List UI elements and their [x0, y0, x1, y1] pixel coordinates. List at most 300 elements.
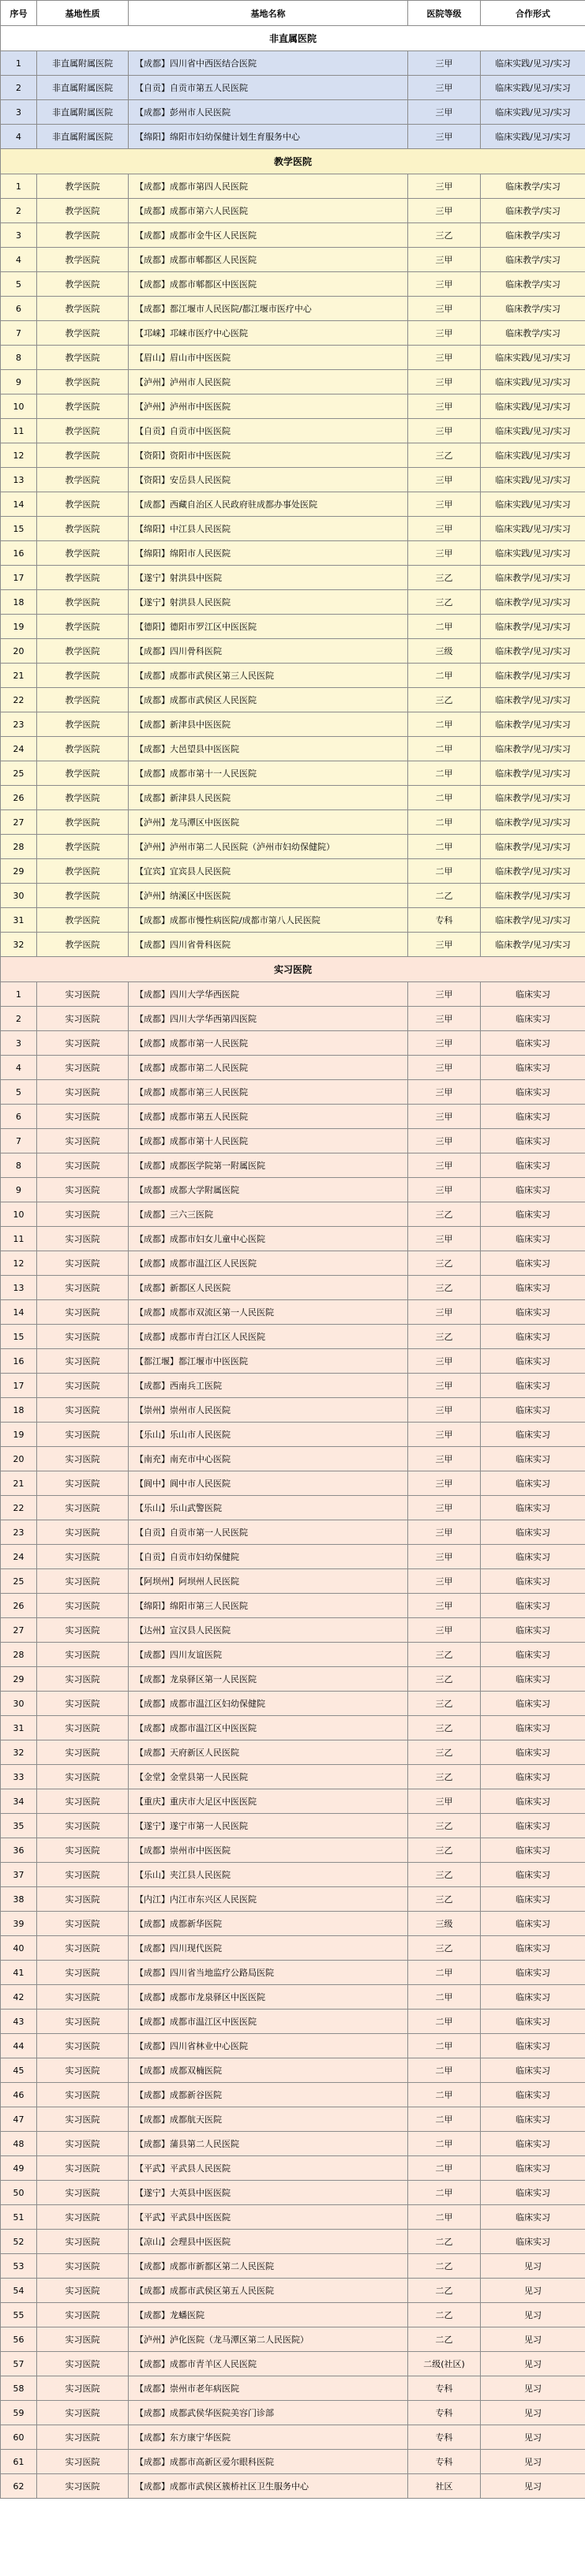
cell-cooperation: 临床教学/见习/实习: [481, 639, 585, 664]
cell-cooperation: 临床实习: [481, 1398, 585, 1423]
cell-hospital-level: 二甲: [408, 859, 481, 884]
cell-index: 56: [1, 2327, 37, 2352]
cell-hospital-level: 二甲: [408, 737, 481, 761]
cell-base-type: 实习医院: [37, 1202, 129, 1227]
cell-base-name: 【成都】四川大学华西第四医院: [129, 1007, 408, 1031]
cell-cooperation: 临床实习: [481, 1349, 585, 1374]
cell-cooperation: 临床实践/见习/实习: [481, 517, 585, 541]
cell-base-name: 【成都】崇州市老年病医院: [129, 2376, 408, 2401]
cell-base-type: 实习医院: [37, 1692, 129, 1716]
cell-cooperation: 临床实习: [481, 2205, 585, 2230]
cell-base-name: 【成都】成都市青羊区人民医院: [129, 2352, 408, 2376]
cell-cooperation: 临床实习: [481, 1007, 585, 1031]
cell-hospital-level: 三甲: [408, 517, 481, 541]
cell-base-name: 【成都】成都市温江区人民医院: [129, 1251, 408, 1276]
cell-index: 15: [1, 1325, 37, 1349]
table-row: [1, 492, 585, 517]
cell-index: 21: [1, 664, 37, 688]
cell-index: 34: [1, 1789, 37, 1814]
cell-hospital-level: 三甲: [408, 1618, 481, 1643]
header-base-name: 基地名称: [129, 1, 408, 26]
cell-hospital-level: 三乙: [408, 1863, 481, 1887]
cell-index: 35: [1, 1814, 37, 1838]
cell-cooperation: 临床实习: [481, 1692, 585, 1716]
cell-hospital-level: 三乙: [408, 1643, 481, 1667]
cell-cooperation: 临床实习: [481, 1056, 585, 1080]
cell-base-type: 实习医院: [37, 1276, 129, 1300]
cell-base-name: 【成都】成都市第二人民医院: [129, 1056, 408, 1080]
cell-hospital-level: 二甲: [408, 712, 481, 737]
table-row: [1, 2327, 585, 2352]
cell-cooperation: 见习: [481, 2450, 585, 2474]
table-row: [1, 2254, 585, 2279]
cell-index: 23: [1, 1520, 37, 1545]
table-row: [1, 1961, 585, 1985]
table-row: [1, 590, 585, 615]
cell-cooperation: 临床实习: [481, 1765, 585, 1789]
cell-cooperation: 见习: [481, 2401, 585, 2425]
table-row: [1, 443, 585, 468]
cell-base-name: 【成都】成都市武侯区第五人民医院: [129, 2279, 408, 2303]
cell-cooperation: 临床实习: [481, 982, 585, 1007]
table-row: [1, 1227, 585, 1251]
cell-hospital-level: 二乙: [408, 2279, 481, 2303]
cell-base-name: 【成都】成都市武侯区人民医院: [129, 688, 408, 712]
cell-base-type: 教学医院: [37, 541, 129, 566]
table-row: [1, 1129, 585, 1153]
cell-base-name: 【成都】成都市第六人民医院: [129, 199, 408, 223]
cell-base-name: 【内江】内江市东兴区人民医院: [129, 1887, 408, 1912]
cell-index: 33: [1, 1765, 37, 1789]
cell-index: 4: [1, 248, 37, 272]
cell-base-name: 【成都】成都市第一人民医院: [129, 1031, 408, 1056]
cell-cooperation: 临床实习: [481, 1374, 585, 1398]
cell-cooperation: 临床实习: [481, 1423, 585, 1447]
cell-cooperation: 见习: [481, 2352, 585, 2376]
cell-index: 18: [1, 1398, 37, 1423]
cell-index: 60: [1, 2425, 37, 2450]
table-row: [1, 1643, 585, 1667]
cell-hospital-level: 三甲: [408, 51, 481, 76]
cell-index: 39: [1, 1912, 37, 1936]
table-row: [1, 810, 585, 835]
cell-index: 27: [1, 810, 37, 835]
cell-cooperation: 临床实习: [481, 1789, 585, 1814]
cell-hospital-level: 三乙: [408, 1692, 481, 1716]
cell-index: 62: [1, 2474, 37, 2499]
cell-base-type: 教学医院: [37, 590, 129, 615]
table-row: [1, 2303, 585, 2327]
cell-base-type: 实习医院: [37, 1325, 129, 1349]
cell-index: 28: [1, 1643, 37, 1667]
cell-index: 25: [1, 1569, 37, 1594]
cell-cooperation: 临床实习: [481, 2034, 585, 2058]
cell-cooperation: 临床实习: [481, 2083, 585, 2107]
cell-base-name: 【成都】四川省当地监疗公路局医院: [129, 1961, 408, 1985]
cell-index: 37: [1, 1863, 37, 1887]
table-row: [1, 1520, 585, 1545]
cell-base-name: 【遂宁】大英县中医医院: [129, 2181, 408, 2205]
cell-cooperation: 临床实践/见习/实习: [481, 419, 585, 443]
table-row: [1, 51, 585, 76]
cell-base-type: 实习医院: [37, 1545, 129, 1569]
table-row: [1, 615, 585, 639]
cell-index: 31: [1, 908, 37, 933]
cell-hospital-level: 三甲: [408, 1349, 481, 1374]
cell-base-name: 【成都】四川省中西医结合医院: [129, 51, 408, 76]
cell-cooperation: 见习: [481, 2303, 585, 2327]
table-row: [1, 1740, 585, 1765]
cell-cooperation: 临床教学/实习: [481, 321, 585, 346]
cell-base-type: 教学医院: [37, 884, 129, 908]
cell-base-name: 【宜宾】宜宾县人民医院: [129, 859, 408, 884]
table-row: [1, 1912, 585, 1936]
cell-index: 61: [1, 2450, 37, 2474]
cell-cooperation: 临床教学/实习: [481, 174, 585, 199]
section-title-row: [1, 26, 585, 51]
cell-cooperation: 临床实习: [481, 1153, 585, 1178]
cell-base-name: 【乐山】乐山武警医院: [129, 1496, 408, 1520]
table-row: [1, 2058, 585, 2083]
cell-cooperation: 临床实习: [481, 1716, 585, 1740]
cell-base-type: 实习医院: [37, 1227, 129, 1251]
cell-base-type: 非直属附属医院: [37, 100, 129, 125]
cell-hospital-level: 二甲: [408, 2107, 481, 2132]
table-row: [1, 1545, 585, 1569]
cell-hospital-level: 三甲: [408, 346, 481, 370]
cell-hospital-level: 三甲: [408, 1569, 481, 1594]
cell-cooperation: 临床实习: [481, 2181, 585, 2205]
table-row: [1, 1887, 585, 1912]
table-row: [1, 2279, 585, 2303]
cell-hospital-level: 三甲: [408, 100, 481, 125]
cell-hospital-level: 三甲: [408, 394, 481, 419]
table-row: [1, 2352, 585, 2376]
table-row: [1, 2010, 585, 2034]
cell-hospital-level: 二甲: [408, 2058, 481, 2083]
table-row: [1, 1056, 585, 1080]
cell-cooperation: 临床实习: [481, 1838, 585, 1863]
table-row: [1, 199, 585, 223]
cell-index: 5: [1, 1080, 37, 1105]
cell-base-name: 【成都】成都市温江区中医医院: [129, 1716, 408, 1740]
cell-base-type: 教学医院: [37, 664, 129, 688]
cell-index: 28: [1, 835, 37, 859]
cell-index: 3: [1, 1031, 37, 1056]
cell-index: 41: [1, 1961, 37, 1985]
table-row: [1, 1789, 585, 1814]
cell-index: 57: [1, 2352, 37, 2376]
cell-hospital-level: 三乙: [408, 1716, 481, 1740]
cell-cooperation: 临床实习: [481, 1569, 585, 1594]
cell-base-type: 实习医院: [37, 1887, 129, 1912]
cell-cooperation: 临床实习: [481, 2132, 585, 2156]
cell-hospital-level: 二甲: [408, 2083, 481, 2107]
cell-cooperation: 临床实践/见习/实习: [481, 468, 585, 492]
cell-base-type: 教学医院: [37, 517, 129, 541]
cell-base-type: 教学医院: [37, 297, 129, 321]
cell-cooperation: 临床教学/实习: [481, 297, 585, 321]
cell-index: 25: [1, 761, 37, 786]
cell-hospital-level: 三甲: [408, 1007, 481, 1031]
cell-base-type: 实习医院: [37, 1398, 129, 1423]
table-row: [1, 2083, 585, 2107]
cell-base-name: 【成都】成都市温江区妇幼保健院: [129, 1692, 408, 1716]
table-row: [1, 566, 585, 590]
cell-base-type: 实习医院: [37, 1716, 129, 1740]
cell-index: 47: [1, 2107, 37, 2132]
cell-hospital-level: 三乙: [408, 1325, 481, 1349]
table-row: [1, 1692, 585, 1716]
cell-base-name: 【成都】崇州市中医医院: [129, 1838, 408, 1863]
table-row: [1, 1716, 585, 1740]
cell-hospital-level: 三乙: [408, 1276, 481, 1300]
cell-base-name: 【成都】成都市第十一人民医院: [129, 761, 408, 786]
cell-base-type: 教学医院: [37, 712, 129, 737]
cell-index: 6: [1, 297, 37, 321]
cell-cooperation: 临床实习: [481, 1520, 585, 1545]
table-row: [1, 1007, 585, 1031]
cell-base-name: 【成都】成都新谷医院: [129, 2083, 408, 2107]
cell-index: 16: [1, 1349, 37, 1374]
cell-cooperation: 临床实践/见习/实习: [481, 394, 585, 419]
cell-hospital-level: 二甲: [408, 786, 481, 810]
cell-hospital-level: 三乙: [408, 223, 481, 248]
cell-base-type: 实习医院: [37, 1936, 129, 1961]
cell-hospital-level: 二甲: [408, 615, 481, 639]
cell-index: 14: [1, 492, 37, 517]
cell-base-name: 【成都】成都市妇女儿童中心医院: [129, 1227, 408, 1251]
cell-hospital-level: 三乙: [408, 1887, 481, 1912]
cell-base-name: 【成都】都江堰市人民医院/都江堰市医疗中心: [129, 297, 408, 321]
cell-hospital-level: 三甲: [408, 1080, 481, 1105]
cell-hospital-level: 专科: [408, 2450, 481, 2474]
cell-index: 8: [1, 346, 37, 370]
cell-cooperation: 见习: [481, 2425, 585, 2450]
cell-base-type: 实习医院: [37, 2327, 129, 2352]
cell-base-type: 实习医院: [37, 2083, 129, 2107]
table-row: [1, 1178, 585, 1202]
cell-index: 24: [1, 737, 37, 761]
table-row: [1, 1838, 585, 1863]
cell-hospital-level: 三甲: [408, 492, 481, 517]
cell-cooperation: 临床实习: [481, 2058, 585, 2083]
cell-base-name: 【金堂】金堂县第一人民医院: [129, 1765, 408, 1789]
cell-cooperation: 临床实习: [481, 1447, 585, 1471]
cell-base-name: 【平武】平武县人民医院: [129, 2156, 408, 2181]
cell-cooperation: 临床实践/见习/实习: [481, 76, 585, 100]
cell-hospital-level: 专科: [408, 2425, 481, 2450]
table-row: [1, 1031, 585, 1056]
cell-base-name: 【成都】成都大学附属医院: [129, 1178, 408, 1202]
cell-cooperation: 见习: [481, 2376, 585, 2401]
cell-cooperation: 临床实习: [481, 1961, 585, 1985]
cell-hospital-level: 三甲: [408, 933, 481, 957]
cell-hospital-level: 三级: [408, 639, 481, 664]
cell-index: 21: [1, 1471, 37, 1496]
cell-base-type: 教学医院: [37, 223, 129, 248]
cell-index: 29: [1, 1667, 37, 1692]
table-row: [1, 1423, 585, 1447]
table-row: [1, 688, 585, 712]
cell-hospital-level: 三乙: [408, 1765, 481, 1789]
cell-base-name: 【泸州】泸州市中医医院: [129, 394, 408, 419]
table-row: [1, 394, 585, 419]
cell-cooperation: 临床实践/见习/实习: [481, 125, 585, 149]
cell-cooperation: 临床实习: [481, 1471, 585, 1496]
cell-base-type: 非直属附属医院: [37, 76, 129, 100]
table-row: [1, 1374, 585, 1398]
cell-base-type: 非直属附属医院: [37, 125, 129, 149]
cell-index: 49: [1, 2156, 37, 2181]
table-row: [1, 1447, 585, 1471]
cell-cooperation: 临床实践/见习/实习: [481, 346, 585, 370]
cell-base-type: 实习医院: [37, 2474, 129, 2499]
table-row: [1, 859, 585, 884]
table-row: [1, 1618, 585, 1643]
cell-index: 26: [1, 1594, 37, 1618]
cell-base-name: 【成都】四川大学华西医院: [129, 982, 408, 1007]
cell-base-name: 【成都】成都市双流区第一人民医院: [129, 1300, 408, 1325]
cell-base-type: 实习医院: [37, 1667, 129, 1692]
cell-cooperation: 临床实习: [481, 1080, 585, 1105]
cell-base-name: 【资阳】安岳县人民医院: [129, 468, 408, 492]
table-row: [1, 2474, 585, 2499]
table-row: [1, 1325, 585, 1349]
cell-index: 38: [1, 1887, 37, 1912]
cell-hospital-level: 三甲: [408, 419, 481, 443]
table-row: [1, 2107, 585, 2132]
cell-base-type: 实习医院: [37, 1031, 129, 1056]
table-row: [1, 174, 585, 199]
cell-index: 32: [1, 1740, 37, 1765]
cell-cooperation: 见习: [481, 2279, 585, 2303]
cell-cooperation: 临床教学/见习/实习: [481, 737, 585, 761]
cell-index: 30: [1, 1692, 37, 1716]
cell-base-name: 【德阳】德阳市罗江区中医医院: [129, 615, 408, 639]
cell-index: 52: [1, 2230, 37, 2254]
cell-index: 16: [1, 541, 37, 566]
cell-hospital-level: 二乙: [408, 2327, 481, 2352]
cell-cooperation: 临床教学/见习/实习: [481, 786, 585, 810]
cell-cooperation: 临床教学/见习/实习: [481, 664, 585, 688]
table-row: [1, 1667, 585, 1692]
cell-index: 9: [1, 1178, 37, 1202]
cell-cooperation: 临床实习: [481, 1545, 585, 1569]
cell-base-type: 实习医院: [37, 2254, 129, 2279]
cell-base-type: 实习医院: [37, 1985, 129, 2010]
cell-index: 1: [1, 982, 37, 1007]
cell-cooperation: 临床实习: [481, 1814, 585, 1838]
cell-hospital-level: 二甲: [408, 2156, 481, 2181]
cell-cooperation: 见习: [481, 2254, 585, 2279]
cell-base-type: 教学医院: [37, 615, 129, 639]
cell-index: 1: [1, 174, 37, 199]
cell-index: 44: [1, 2034, 37, 2058]
cell-index: 54: [1, 2279, 37, 2303]
cell-hospital-level: 三甲: [408, 321, 481, 346]
section-title: 教学医院: [1, 149, 585, 174]
cell-base-type: 实习医院: [37, 1153, 129, 1178]
cell-base-name: 【成都】成都市武侯区第三人民医院: [129, 664, 408, 688]
cell-index: 12: [1, 1251, 37, 1276]
cell-base-name: 【自贡】自贡市第五人民医院: [129, 76, 408, 100]
cell-base-name: 【眉山】眉山市中医医院: [129, 346, 408, 370]
cell-base-type: 实习医院: [37, 2450, 129, 2474]
cell-base-name: 【成都】三六三医院: [129, 1202, 408, 1227]
cell-hospital-level: 三甲: [408, 76, 481, 100]
cell-hospital-level: 二甲: [408, 810, 481, 835]
cell-index: 6: [1, 1105, 37, 1129]
cell-base-name: 【成都】成都市第十人民医院: [129, 1129, 408, 1153]
cell-base-type: 教学医院: [37, 321, 129, 346]
cell-cooperation: 临床实践/见习/实习: [481, 100, 585, 125]
table-row: [1, 1936, 585, 1961]
table-row: [1, 346, 585, 370]
cell-base-name: 【成都】新都区人民医院: [129, 1276, 408, 1300]
cell-index: 7: [1, 1129, 37, 1153]
cell-cooperation: 临床实践/见习/实习: [481, 370, 585, 394]
cell-hospital-level: 三甲: [408, 1374, 481, 1398]
cell-base-name: 【成都】成都市郫都区人民医院: [129, 248, 408, 272]
table-row: [1, 297, 585, 321]
cell-base-name: 【绵阳】绵阳市人民医院: [129, 541, 408, 566]
header-cooperation: 合作形式: [481, 1, 585, 26]
cell-index: 18: [1, 590, 37, 615]
cell-hospital-level: 二级(社区): [408, 2352, 481, 2376]
cell-index: 43: [1, 2010, 37, 2034]
cell-base-type: 教学医院: [37, 737, 129, 761]
cell-base-type: 实习医院: [37, 1349, 129, 1374]
cell-index: 58: [1, 2376, 37, 2401]
cell-cooperation: 临床实习: [481, 1936, 585, 1961]
cell-base-name: 【自贡】自贡市中医医院: [129, 419, 408, 443]
cell-index: 8: [1, 1153, 37, 1178]
cell-index: 22: [1, 1496, 37, 1520]
cell-base-type: 实习医院: [37, 1765, 129, 1789]
cell-base-name: 【邛崃】邛崃市医疗中心医院: [129, 321, 408, 346]
cell-cooperation: 临床实习: [481, 1643, 585, 1667]
cell-cooperation: 临床实习: [481, 1300, 585, 1325]
cell-cooperation: 临床实习: [481, 2156, 585, 2181]
cell-hospital-level: 三甲: [408, 1056, 481, 1080]
cell-index: 7: [1, 321, 37, 346]
cell-base-type: 教学医院: [37, 810, 129, 835]
cell-base-name: 【重庆】重庆市大足区中医医院: [129, 1789, 408, 1814]
cell-hospital-level: 三甲: [408, 1129, 481, 1153]
table-row: [1, 1863, 585, 1887]
cell-index: 5: [1, 272, 37, 297]
cell-cooperation: 临床教学/见习/实习: [481, 810, 585, 835]
cell-cooperation: 临床实习: [481, 1178, 585, 1202]
cell-base-type: 教学医院: [37, 272, 129, 297]
cell-base-type: 实习医院: [37, 1569, 129, 1594]
cell-base-name: 【成都】四川友谊医院: [129, 1643, 408, 1667]
table-row: [1, 1349, 585, 1374]
cell-base-name: 【遂宁】遂宁市第一人民医院: [129, 1814, 408, 1838]
cell-cooperation: 临床实践/见习/实习: [481, 492, 585, 517]
cell-hospital-level: 三乙: [408, 688, 481, 712]
cell-index: 36: [1, 1838, 37, 1863]
cell-hospital-level: 二甲: [408, 2181, 481, 2205]
cell-base-name: 【成都】大邑望县中医医院: [129, 737, 408, 761]
cell-index: 26: [1, 786, 37, 810]
cell-index: 13: [1, 1276, 37, 1300]
cell-hospital-level: 三甲: [408, 1105, 481, 1129]
cell-hospital-level: 三甲: [408, 1423, 481, 1447]
cell-hospital-level: 三乙: [408, 1667, 481, 1692]
cell-index: 12: [1, 443, 37, 468]
